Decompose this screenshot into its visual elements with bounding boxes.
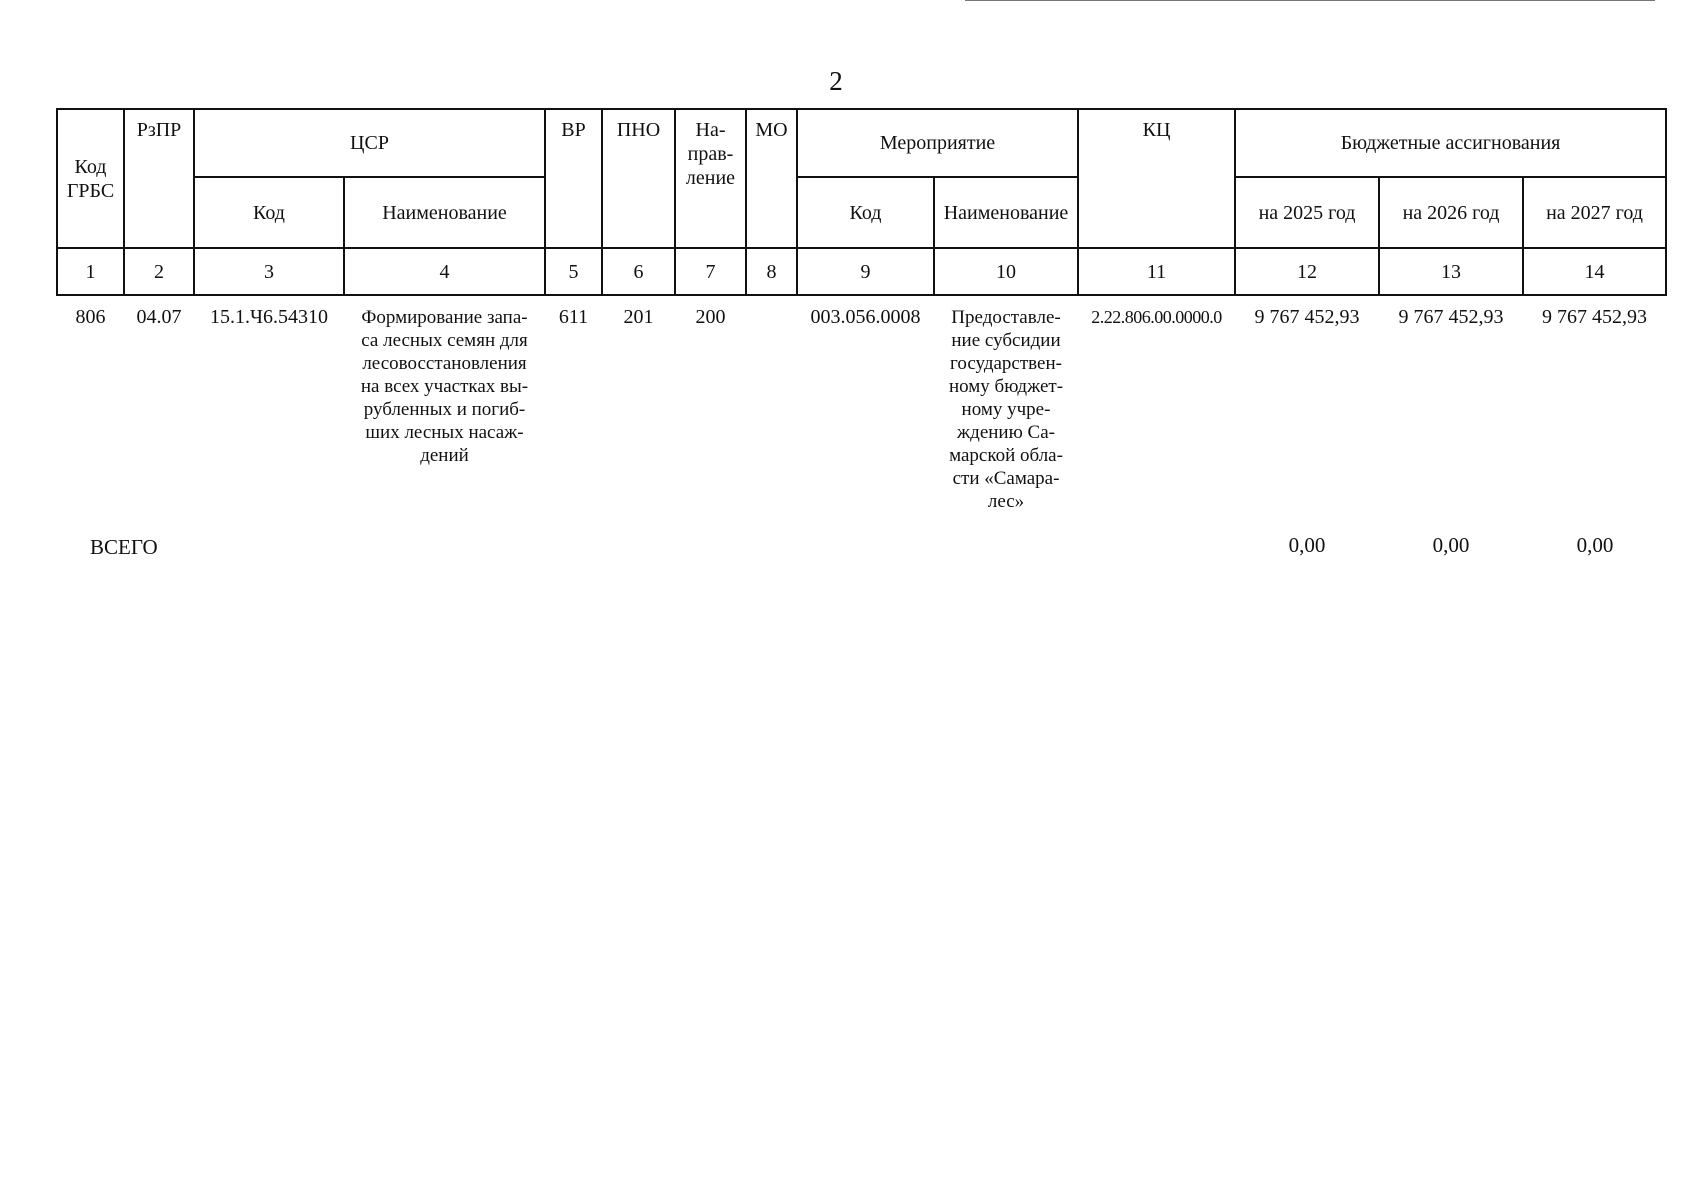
cell-mo (746, 295, 797, 513)
cell-2026: 9 767 452,93 (1398, 306, 1504, 328)
col-header-meropriyatie: Мероприятие (797, 109, 1078, 177)
cell-napravlenie: 200 (695, 306, 726, 328)
column-number: 9 (797, 248, 934, 295)
cell-kc: 2.22.806.00.0000.0 (1091, 307, 1222, 327)
cell-2025: 9 767 452,93 (1254, 306, 1360, 328)
col-header-mer-code: Код (797, 177, 934, 248)
col-header-2027: на 2027 год (1523, 177, 1666, 248)
col-header-csr-code: Код (194, 177, 344, 248)
header-row-sub (57, 177, 1666, 248)
cell-kod-grbs: 806 (75, 306, 106, 328)
table-row (57, 295, 1666, 513)
top-edge-rule (965, 0, 1655, 1)
total-2026: 0,00 (1432, 533, 1470, 557)
col-header-csr: ЦСР (194, 109, 545, 177)
page-number: 2 (829, 66, 843, 96)
column-number: 6 (602, 248, 675, 295)
column-number: 5 (545, 248, 602, 295)
column-number: 1 (57, 248, 124, 295)
col-header-csr-name: Наименование (344, 177, 545, 248)
col-header-2025: на 2025 год (1235, 177, 1379, 248)
total-2025: 0,00 (1288, 533, 1326, 557)
column-number: 3 (194, 248, 344, 295)
cell-rzpr: 04.07 (136, 306, 182, 328)
total-label: ВСЕГО (90, 535, 158, 559)
column-number: 2 (124, 248, 194, 295)
column-number: 10 (934, 248, 1078, 295)
column-number: 11 (1078, 248, 1235, 295)
column-number: 14 (1523, 248, 1666, 295)
col-header-kod-grbs: Код ГРБС (57, 109, 124, 248)
cell-mer-code: 003.056.0008 (810, 306, 921, 328)
col-header-napravlenie: На- прав- ление (675, 109, 746, 248)
column-number: 4 (344, 248, 545, 295)
cell-vr: 611 (558, 306, 589, 328)
col-header-vr: ВР (545, 109, 602, 248)
cell-mer-name: Предоставле- ние субсидии государствен- ному бюджет- ному учре- ждению Са- марской обла- сти «Самара- лес» (948, 307, 1064, 512)
column-number: 7 (675, 248, 746, 295)
col-header-mo: МО (746, 109, 797, 248)
total-2027: 0,00 (1576, 533, 1614, 557)
column-number: 13 (1379, 248, 1523, 295)
col-header-2026: на 2026 год (1379, 177, 1523, 248)
header-row-top (57, 109, 1666, 177)
cell-csr-name: Формирование запа- са лесных семян для лесовосстановления на всех участках вы- рубленных и погиб- ших лесных насаж- дений (360, 307, 529, 466)
column-number-row (57, 248, 1666, 295)
col-header-mer-name: Наименование (934, 177, 1078, 248)
col-header-budget: Бюджетные ассигнования (1235, 109, 1666, 177)
column-number: 12 (1235, 248, 1379, 295)
cell-csr-code: 15.1.Ч6.54310 (210, 306, 328, 328)
cell-2027: 9 767 452,93 (1542, 306, 1648, 328)
column-number: 8 (746, 248, 797, 295)
col-header-kc: КЦ (1078, 109, 1235, 248)
col-header-rzpr: РзПР (124, 109, 194, 248)
col-header-pno: ПНО (602, 109, 675, 248)
budget-allocation-table (56, 108, 1667, 513)
cell-pno: 201 (623, 306, 654, 328)
